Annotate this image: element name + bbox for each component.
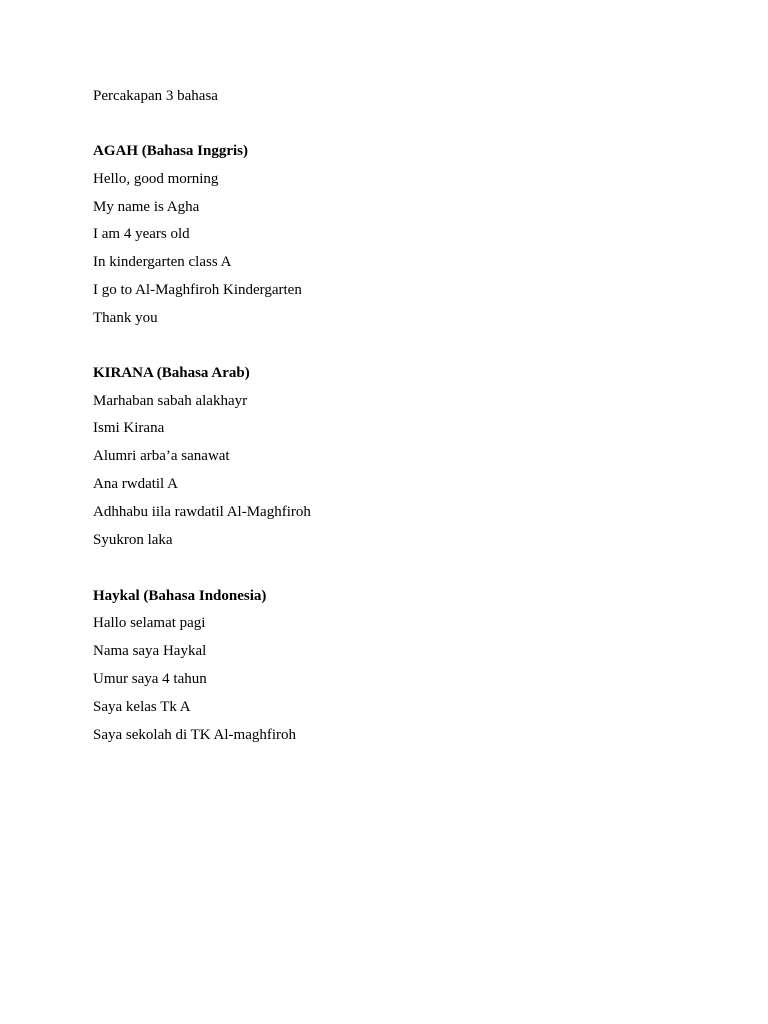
dialogue-line: Saya sekolah di TK Al-maghfiroh [93, 726, 297, 743]
dialogue-line: Thank you [93, 309, 158, 326]
document-body [93, 86, 693, 745]
dialogue-line: Umur saya 4 tahun [93, 670, 207, 687]
dialogue-line: Adhhabu iila rawdatil Al-Maghfiroh [93, 503, 311, 520]
dialogue-line: Syukron laka [93, 531, 173, 548]
dialogue-line: Ismi Kirana [93, 420, 165, 437]
dialogue-line: Marhaban sabah alakhayr [93, 392, 248, 409]
dialogue-line: Hallo selamat pagi [93, 615, 206, 632]
section-heading: Haykal (Bahasa Indonesia) [93, 587, 267, 604]
section-heading: AGAH (Bahasa Inggris) [93, 143, 249, 159]
dialogue-line: Alumri arba’a sanawat [93, 448, 230, 465]
dialogue-line: In kindergarten class A [93, 254, 232, 271]
dialogue-line: My name is Agha [93, 198, 200, 215]
section-kirana [93, 363, 693, 550]
dialogue-line: I go to Al-Maghfiroh Kindergarten [93, 281, 302, 298]
section-heading: KIRANA (Bahasa Arab) [93, 364, 250, 381]
dialogue-line: Saya kelas Tk A [93, 698, 191, 715]
dialogue-line: Hello, good morning [93, 170, 219, 187]
section-agah [93, 141, 693, 328]
dialogue-line: Ana rwdatil A [93, 475, 178, 492]
section-haykal [93, 586, 693, 745]
dialogue-line: I am 4 years old [93, 226, 190, 243]
dialogue-line: Nama saya Haykal [93, 643, 207, 660]
document-title: Percakapan 3 bahasa [93, 88, 218, 104]
